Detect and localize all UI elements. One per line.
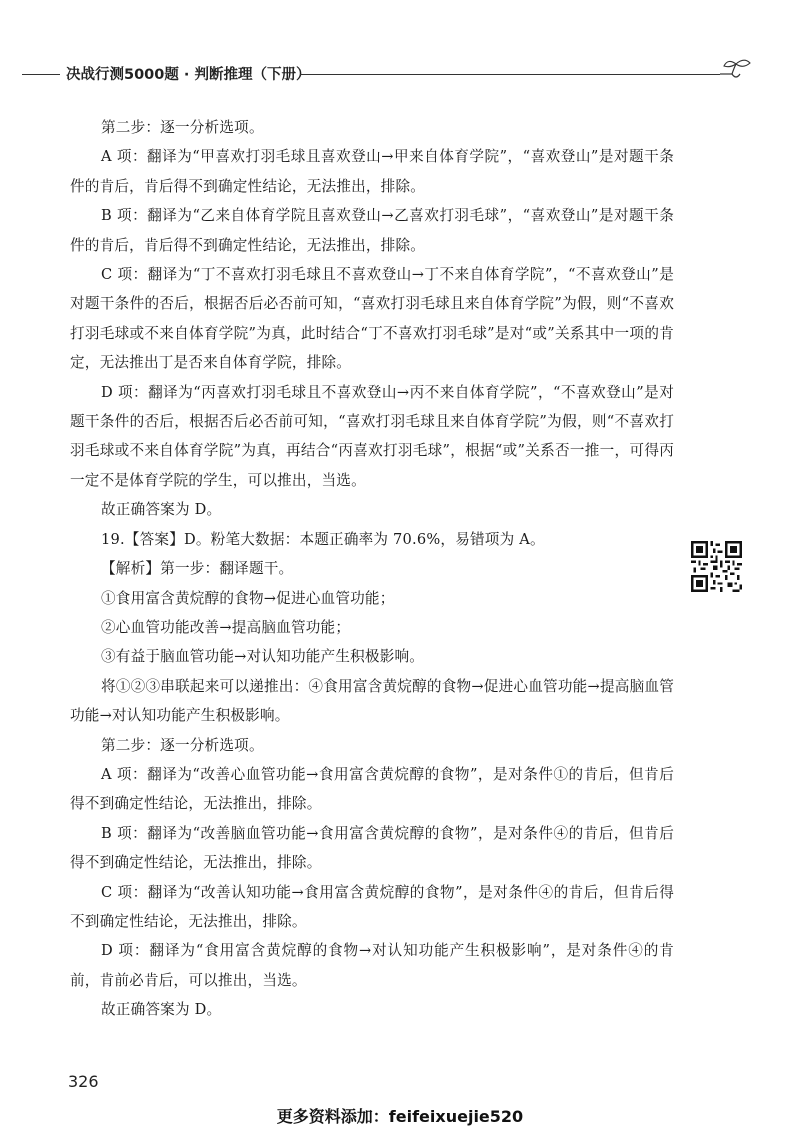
- q19-option-b-analysis: B 项：翻译为“改善脑血管功能→食用富含黄烷醇的食物”，是对条件④的肯后，但肯后得不到确定性结论，无法推出，排除。: [70, 824, 674, 872]
- q19-option-a-analysis: A 项：翻译为“改善心血管功能→食用富含黄烷醇的食物”，是对条件①的肯后，但肯后得不到确定性结论，无法推出，排除。: [70, 765, 674, 813]
- premise-3: ③有益于脑血管功能→对认知功能产生积极影响。: [101, 648, 425, 666]
- option-a-analysis: A 项：翻译为“甲喜欢打羽毛球且喜欢登山→甲来自体育学院”，“喜欢登山”是对题干条件的肯后，肯后得不到确定性结论，无法推出，排除。: [70, 148, 674, 195]
- q19-option-c-analysis: C 项：翻译为“改善认知功能→食用富含黄烷醇的食物”，是对条件④的肯后，但肯后得不到确定性结论，无法推出，排除。: [70, 883, 674, 930]
- step-two-heading: 第二步：逐一分析选项。: [101, 119, 264, 136]
- page-body: [70, 113, 674, 1025]
- sprout-icon: [718, 58, 754, 82]
- page-number: 326: [68, 1072, 99, 1091]
- header-rule-left: [22, 74, 60, 75]
- answer-conclusion: 故正确答案为 D。: [101, 501, 222, 519]
- option-b-analysis: B 项：翻译为“乙来自体育学院且喜欢登山→乙喜欢打羽毛球”，“喜欢登山”是对题干条件的肯后，肯后得不到确定性结论，无法推出，排除。: [70, 207, 674, 254]
- premise-1: ①食用富含黄烷醇的食物→促进心血管功能；: [101, 589, 395, 607]
- option-d-analysis: D 项：翻译为“丙喜欢打羽毛球且不喜欢登山→丙不来自体育学院”，“不喜欢登山”是对题干条件的否后，根据否后必否前可知，“喜欢打羽毛球且来自体育学院”为假，则“不喜欢打羽毛球或不来自体育学院”为真，再结合“丙喜欢打羽毛球”，根据“或”关系否一推一，可得丙一定不是体育学院的学生，可以推出，当选。: [70, 383, 674, 489]
- premise-2: ②心血管功能改善→提高脑血管功能；: [101, 618, 351, 636]
- question-19-analysis-heading: 【解析】第一步：翻译题干。: [101, 560, 294, 578]
- question-19-answer: 19.【答案】D。粉笔大数据：本题正确率为 70.6%，易错项为 A。: [101, 530, 545, 548]
- running-header: [0, 58, 800, 94]
- option-c-analysis: C 项：翻译为“丁不喜欢打羽毛球且不喜欢登山→丁不来自体育学院”，“不喜欢登山”是对题干条件的否后，根据否后必否前可知，“喜欢打羽毛球且来自体育学院”为假，则“不喜欢打羽毛球或不来自体育学院”为真，此时结合“丁不喜欢打羽毛球”是对“或”关系其中一项的肯定，无法推出丁是否来自体育学院，排除。: [70, 266, 674, 372]
- footer-note: 更多资料添加：feifeixuejie520: [276, 1107, 524, 1126]
- q19-answer-conclusion: 故正确答案为 D。: [101, 1001, 222, 1019]
- q19-option-d-analysis: D 项：翻译为“食用富含黄烷醇的食物→对认知功能产生积极影响”，是对条件④的肯前，肯前必肯后，可以推出，当选。: [70, 942, 674, 989]
- chain-derivation: 将①②③串联起来可以递推出：④食用富含黄烷醇的食物→促进心血管功能→提高脑血管功能→对认知功能产生积极影响。: [70, 677, 674, 725]
- header-title: 决战行测5000题 · 判断推理（下册）: [66, 67, 311, 83]
- header-rule-right: [300, 74, 720, 75]
- step-two-heading-19: 第二步：逐一分析选项。: [101, 736, 264, 754]
- qr-code-icon[interactable]: [691, 541, 742, 592]
